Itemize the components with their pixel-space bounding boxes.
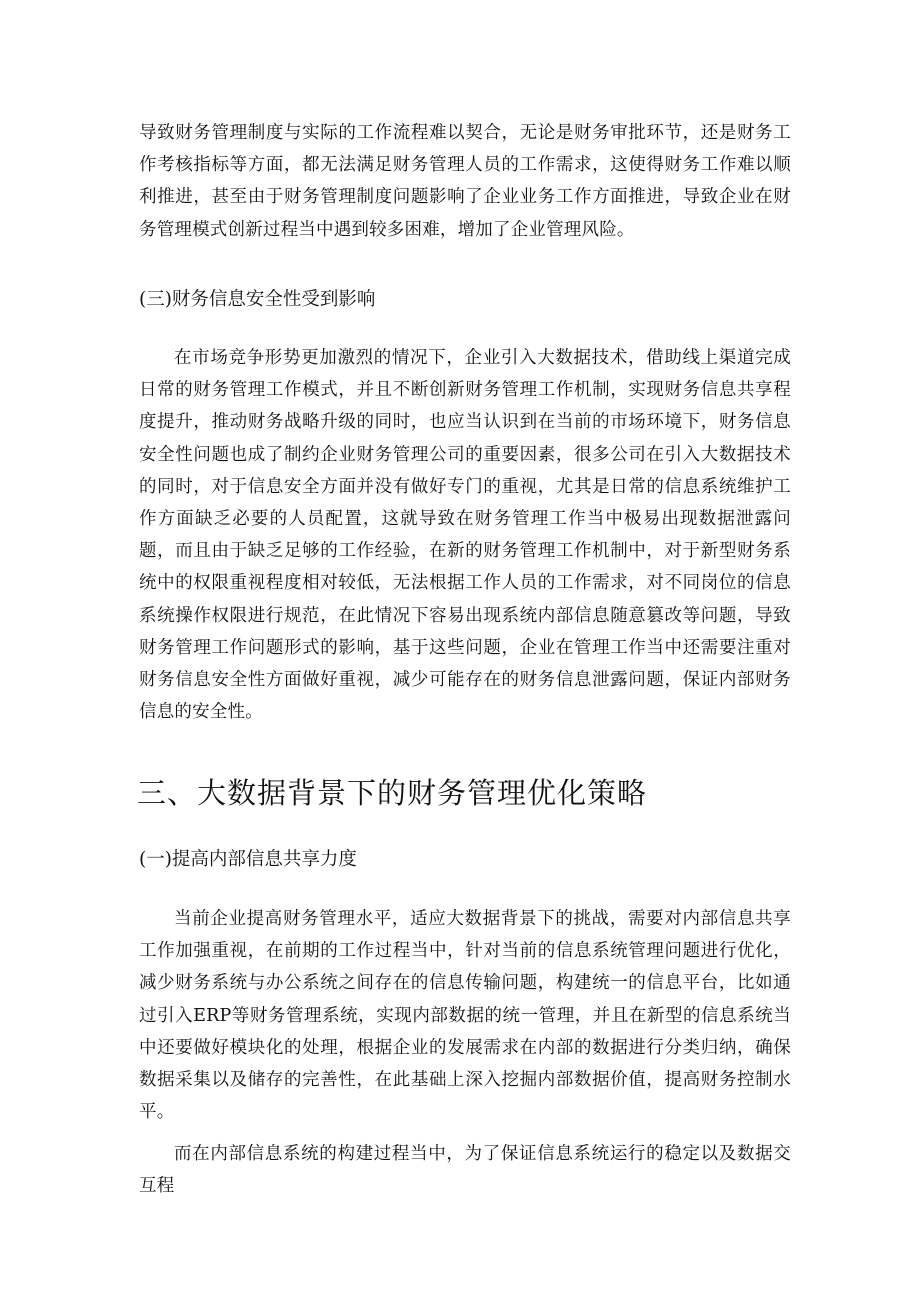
subheading-info-sharing: (一)提高内部信息共享力度 — [139, 849, 357, 870]
body-paragraph: 当前企业提高财务管理水平，适应大数据背景下的挑战，需要对内部信息共享工作加强重视，在前期的工作过程当中，针对当前的信息系统管理问题进行优化，减少财务系统与办公系统之间存在的信息传输问题，构建统一的信息平台，比如通过引入ERP等财务管理系统，实现内部数据的统一管理，并且在新型的信息系统当中还要做好模块化的处理，根据企业的发展需求在内部的数据进行分类归纳，确保数据采集以及储存的完善性，在此基础上深入挖掘内部数据价值，提高财务控制水平。 — [139, 909, 791, 1123]
body-paragraph: 在市场竞争形势更加激烈的情况下，企业引入大数据技术，借助线上渠道完成日常的财务管理工作模式，并且不断创新财务管理工作机制，实现财务信息共享程度提升，推动财务战略升级的同时，也应当认识到在当前的市场环境下，财务信息安全性问题也成了制约企业财务管理公司的重要因素，很多公司在引入大数据技术的同时，对于信息安全方面并没有做好专门的重视，尤其是日常的信息系统维护工作方面缺乏必要的人员配置，这就导致在财务管理工作当中极易出现数据泄露问题，而且由于缺乏足够的工作经验，在新的财务管理工作机制中，对于新型财务系统中的权限重视程度相对较低，无法根据工作人员的工作需求，对不同岗位的信息系统操作权限进行规范，在此情况下容易出现系统内部信息随意篡改等问题，导致财务管理工作问题形式的影响，基于这些问题，企业在管理工作当中还需要注重对财务信息安全性方面做好重视，减少可能存在的财务信息泄露问题，保证内部财务信息的安全性。 — [139, 348, 791, 723]
section-heading: 三、大数据背景下的财务管理优化策略 — [137, 776, 648, 810]
body-paragraph: 导致财务管理制度与实际的工作流程难以契合，无论是财务审批环节，还是财务工作考核指标等方面，都无法满足财务管理人员的工作需求，这使得财务工作难以顺利推进，甚至由于财务管理制度问题影响了企业业务工作方面推进，导致企业在财务管理模式创新过程当中遇到较多困难，增加了企业管理风险。 — [139, 123, 791, 240]
body-paragraph: 而在内部信息系统的构建过程当中，为了保证信息系统运行的稳定以及数据交互程 — [139, 1144, 791, 1197]
subheading-financial-info-security: (三)财务信息安全性受到影响 — [139, 289, 376, 310]
